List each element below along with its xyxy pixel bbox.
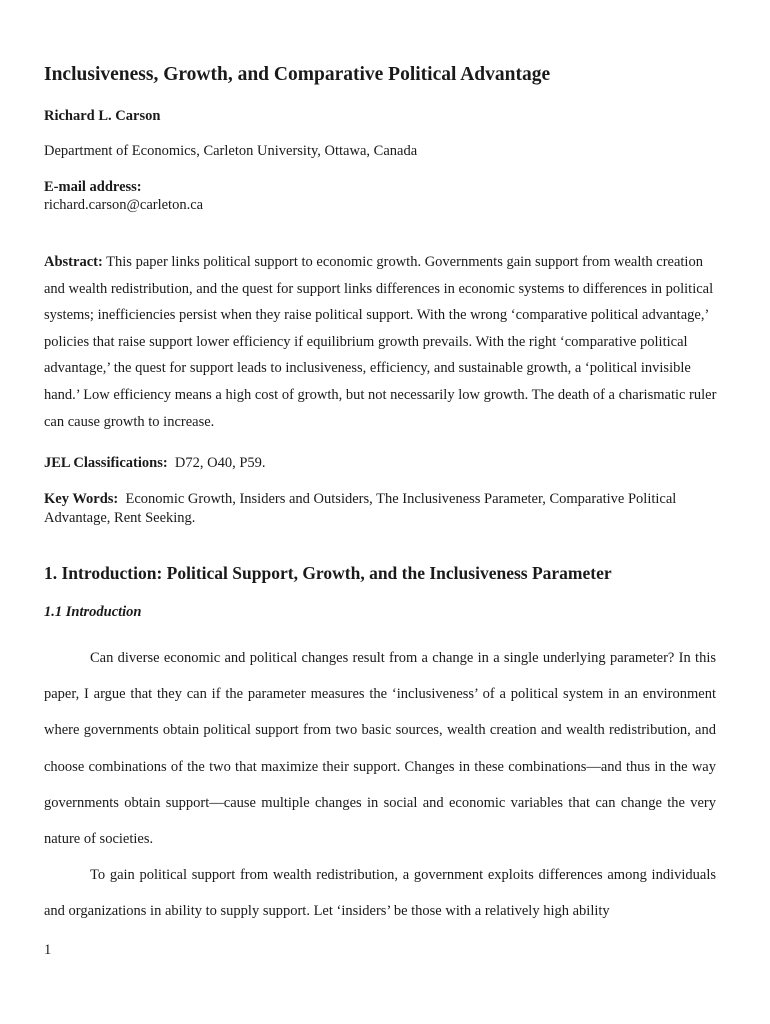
jel-label: JEL Classifications: xyxy=(44,455,168,471)
keywords-label: Key Words: xyxy=(44,491,119,507)
author-name: Richard L. Carson xyxy=(44,108,161,124)
body-text xyxy=(44,640,716,930)
keywords-text: Economic Growth, Insiders and Outsiders, The Inclusiveness Parameter, Comparative Political Advantage, Rent Seeking. xyxy=(44,491,677,526)
subsection-heading: 1.1 Introduction xyxy=(44,604,142,620)
section-heading: 1. Introduction: Political Support, Growth, and the Inclusiveness Parameter xyxy=(44,563,612,583)
paper-title: Inclusiveness, Growth, and Comparative Political Advantage xyxy=(44,64,551,85)
key-words xyxy=(44,490,724,528)
jel-text: D72, O40, P59. xyxy=(174,455,266,471)
author-affiliation: Department of Economics, Carleton University, Ottawa, Canada xyxy=(44,143,418,159)
body-paragraph: To gain political support from wealth redistribution, a government exploits differences among individuals and organizations in ability to supply support. Let ‘insiders’ be those with a relatively high ability xyxy=(44,867,716,920)
email-label: E-mail address: xyxy=(44,179,142,195)
email-address: richard.carson@carleton.ca xyxy=(44,197,204,213)
abstract-text: This paper links political support to economic growth. Governments gain support from wealth creation and wealth redistribution, and the quest for support links differences in economic systems to differences in political systems; inefficiencies persist when they raise political support. With the wrong ‘comparative political advantage,’ policies that raise support lower efficiency if equilibrium growth prevails. With the right ‘comparative political advantage,’ the quest for support leads to inclusiveness, efficiency, and sustainable growth, a ‘political invisible hand.’ Low efficiency means a high cost of growth, but not necessarily low growth. The death of a charismatic ruler can cause growth to increase. xyxy=(44,254,717,430)
page-number: 1 xyxy=(44,942,52,958)
email-block xyxy=(44,178,203,214)
abstract-label: Abstract: xyxy=(44,254,103,270)
jel-classifications xyxy=(44,455,266,472)
body-paragraph: Can diverse economic and political changes result from a change in a single underlying parameter? In this paper, I argue that they can if the parameter measures the ‘inclusiveness’ of a political system in an environment where governments obtain political support from two basic sources, wealth creation and wealth redistribution, and choose combinations of the two that maximize their support. Changes in these combinations—and thus in the way governments obtain support—cause multiple changes in social and economic variables that can change the very nature of societies. xyxy=(44,650,716,848)
abstract xyxy=(44,249,724,435)
